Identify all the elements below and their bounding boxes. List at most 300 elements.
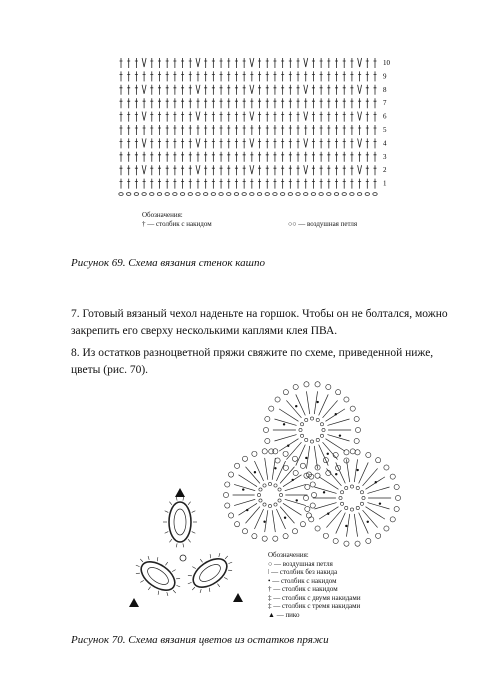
chain-loop xyxy=(188,193,192,196)
stitch-symbol xyxy=(350,112,353,122)
stitch-symbol xyxy=(327,71,330,81)
stitch-symbol xyxy=(358,71,361,81)
stitch-symbol xyxy=(181,125,184,135)
stitch-symbol xyxy=(358,138,362,147)
stitch-symbol xyxy=(289,58,292,68)
picot-loop xyxy=(390,474,395,479)
picot-loop xyxy=(326,384,331,389)
figure70-legend-text-picot: — пико xyxy=(276,610,300,619)
stitch-symbol xyxy=(220,112,223,122)
stitch-symbol xyxy=(135,179,138,189)
figure69-legend-text-ch: — воздушная петля xyxy=(298,220,358,228)
figure69-legend xyxy=(142,211,402,228)
stitch-symbol xyxy=(143,125,146,135)
chart-row-9 xyxy=(120,71,388,81)
figure70-legend-text-dtr: — столбик с тремя накидами xyxy=(273,602,361,610)
picot-loop xyxy=(225,482,230,487)
stitch-symbol xyxy=(181,85,184,95)
picot-loop xyxy=(292,456,297,461)
chain-loop xyxy=(360,502,363,505)
figure70-legend-text-slip: — столбик с накидом xyxy=(272,576,337,585)
stitch-symbol xyxy=(258,58,261,68)
stitch-symbol xyxy=(304,58,308,67)
picot-loop xyxy=(366,538,371,543)
stitch-symbol xyxy=(273,85,276,95)
stitch-symbol xyxy=(358,85,362,94)
picot-loop xyxy=(283,534,288,539)
stitch-symbol xyxy=(158,165,161,175)
stitch-symbol xyxy=(204,138,207,148)
stitch-symbol xyxy=(359,462,369,483)
petal-outline xyxy=(169,502,191,542)
stitch-symbol xyxy=(335,71,338,81)
stitch-symbol xyxy=(289,179,292,189)
stitch-symbol xyxy=(173,85,176,95)
figure70-legend-item-tr xyxy=(268,594,398,603)
picot-loop xyxy=(384,465,389,470)
stitch-symbol xyxy=(243,112,246,122)
stitch-symbol xyxy=(274,435,296,441)
stitch-symbol xyxy=(312,138,315,148)
stitch-symbol xyxy=(212,85,215,95)
picot-loop xyxy=(305,484,310,489)
chain-loop xyxy=(265,193,269,196)
stitch-symbol xyxy=(212,179,215,189)
chart-row-7 xyxy=(120,98,388,108)
stitch-symbol xyxy=(281,58,284,68)
stitch-symbol xyxy=(304,98,307,108)
stitch-symbol xyxy=(343,125,346,135)
stitch-symbol xyxy=(314,503,336,509)
stitch-symbol xyxy=(135,125,138,135)
stitch-symbol xyxy=(189,152,192,162)
picot-loop xyxy=(394,484,399,489)
stitch-symbol xyxy=(220,165,223,175)
stitch-symbol xyxy=(220,179,223,189)
stitch-symbol xyxy=(150,179,153,189)
stitch-symbol xyxy=(243,85,246,95)
stitch-symbol xyxy=(296,394,306,415)
stitch-symbol xyxy=(335,98,338,108)
stitch-symbol xyxy=(254,509,263,529)
stitch-symbol xyxy=(250,152,253,162)
stitch-symbol xyxy=(200,589,201,593)
stitch-symbol xyxy=(181,138,184,148)
stitch-symbol xyxy=(166,98,169,108)
stitch-symbol xyxy=(367,503,389,509)
stitch-symbol xyxy=(204,71,207,81)
chain-loop xyxy=(316,438,319,441)
slip-stitch-dot xyxy=(287,445,289,447)
stitch-symbol xyxy=(343,85,346,95)
stitch-symbol xyxy=(196,165,200,174)
picot-loop xyxy=(376,533,381,538)
stitch-symbol xyxy=(358,152,361,162)
stitch-symbol xyxy=(374,112,377,122)
stitch-symbol xyxy=(296,445,306,466)
stitch-symbol xyxy=(366,125,369,135)
stitch-symbol xyxy=(320,165,323,175)
stitch-symbol xyxy=(143,179,146,189)
chart-row-number: 3 xyxy=(383,152,387,161)
stitch-symbol xyxy=(281,138,284,148)
stitch-symbol xyxy=(304,112,308,121)
stitch-symbol xyxy=(140,559,143,562)
figure69-caption-text: Схема вязания стенок кашпо xyxy=(128,257,265,269)
picot-loop xyxy=(275,397,280,402)
slip-stitch-dot xyxy=(305,457,307,459)
picot-loop xyxy=(242,456,247,461)
stitch-symbol xyxy=(350,138,353,148)
stitch-symbol xyxy=(312,58,315,68)
stitch-symbol xyxy=(258,179,261,189)
stitch-symbol xyxy=(258,138,261,148)
picot-loop xyxy=(394,506,399,511)
stitch-symbol xyxy=(173,98,176,108)
stitch-symbol xyxy=(258,85,261,95)
stitch-symbol xyxy=(266,98,269,108)
stitch-symbol xyxy=(204,58,207,68)
slip-stitch-dot xyxy=(274,467,276,469)
stitch-symbol xyxy=(189,98,192,108)
stitch-symbol xyxy=(235,152,238,162)
stitch-symbol xyxy=(304,179,307,189)
stitch-symbol xyxy=(140,580,143,582)
stitch-symbol xyxy=(220,125,223,135)
stitch-symbol xyxy=(343,152,346,162)
stitch-symbol xyxy=(304,71,307,81)
picot-loop xyxy=(252,451,257,456)
stitch-symbol xyxy=(374,58,377,68)
stitch-symbol xyxy=(135,71,138,81)
stitch-symbol xyxy=(189,112,192,122)
stitch-symbol xyxy=(196,112,200,121)
stitch-symbol xyxy=(148,587,150,590)
treble-crochet-symbol-icon: ‡ xyxy=(268,593,272,602)
stitch-symbol xyxy=(227,98,230,108)
stitch-symbol xyxy=(336,513,346,534)
slip-stitch-dot xyxy=(335,473,337,475)
picot-symbol-icon: ▲ xyxy=(268,610,275,619)
chain-loop xyxy=(373,193,377,196)
chart-row-number: 10 xyxy=(383,59,390,67)
stitch-symbol xyxy=(273,112,276,122)
stitch-symbol xyxy=(165,511,169,513)
stitch-symbol xyxy=(250,98,253,108)
figure70-legend-item-sc xyxy=(268,568,398,577)
chain-loop xyxy=(263,484,266,487)
stitch-symbol xyxy=(289,152,292,162)
stitch-symbol xyxy=(150,152,153,162)
stitch-symbol xyxy=(173,112,176,122)
stitch-symbol xyxy=(374,85,377,95)
chain-loop xyxy=(340,502,343,505)
stitch-symbol xyxy=(273,58,276,68)
stitch-symbol xyxy=(304,165,308,174)
stitch-symbol xyxy=(297,58,300,68)
stitch-symbol xyxy=(374,179,377,189)
figure70-legend-item-slip xyxy=(268,577,398,586)
stitch-symbol xyxy=(281,179,284,189)
stitch-symbol xyxy=(312,112,315,122)
stitch-symbol xyxy=(335,165,338,175)
figure70-legend-text-tr: — столбик с двумя накидами xyxy=(273,593,361,602)
chart-row-number: 1 xyxy=(383,179,387,188)
stitch-symbol xyxy=(336,462,346,483)
stitch-symbol xyxy=(192,587,195,590)
stitch-symbol xyxy=(366,58,369,68)
stitch-symbol xyxy=(243,125,246,135)
chain-loop xyxy=(242,193,246,196)
slip-stitch-dot xyxy=(339,434,341,436)
stitch-symbol xyxy=(158,591,159,595)
picot-loop xyxy=(293,384,298,389)
figure70-legend-item-ch xyxy=(268,560,398,569)
stitch-symbol xyxy=(243,165,246,175)
stitch-symbol xyxy=(367,487,389,493)
chain-loop xyxy=(259,499,262,502)
stitch-symbol xyxy=(142,165,146,174)
stitch-symbol xyxy=(227,85,230,95)
picot-loop xyxy=(234,522,239,527)
stitch-symbol xyxy=(135,112,138,122)
chain-loop xyxy=(340,491,343,494)
stitch-symbol xyxy=(250,112,254,121)
stitch-symbol xyxy=(127,125,130,135)
picot-loop xyxy=(223,492,228,497)
stitch-symbol xyxy=(220,138,223,148)
stitch-symbol xyxy=(312,165,315,175)
petal-inner xyxy=(197,561,224,585)
picot-loop xyxy=(395,495,400,500)
chart-row-8 xyxy=(120,85,388,95)
stitch-symbol xyxy=(120,138,123,148)
chain-loop xyxy=(165,193,169,196)
stitch-symbol xyxy=(320,125,323,135)
stitch-symbol xyxy=(120,112,123,122)
stitch-symbol xyxy=(289,71,292,81)
chain-loop xyxy=(288,193,292,196)
stitch-symbol xyxy=(250,85,254,94)
picot-loop xyxy=(350,406,355,411)
stitch-symbol xyxy=(265,458,268,480)
stitch-symbol xyxy=(176,585,180,587)
picot-triangle-icon xyxy=(129,598,139,607)
stitch-symbol xyxy=(320,112,323,122)
stitch-symbol xyxy=(243,152,246,162)
picot-loop xyxy=(283,451,288,456)
stitch-symbol xyxy=(166,112,169,122)
stitch-symbol xyxy=(306,391,309,414)
picot-loop xyxy=(376,458,381,463)
stitch-symbol xyxy=(297,138,300,148)
figure69-legend-text-dc: — столбик с накидом xyxy=(147,220,212,228)
stitch-symbol xyxy=(135,58,138,68)
stitch-symbol xyxy=(127,98,130,108)
picot-loop xyxy=(315,382,320,387)
stitch-symbol xyxy=(250,138,254,147)
stitch-symbol xyxy=(320,58,323,68)
slip-stitch-dot xyxy=(327,453,329,455)
stitch-symbol xyxy=(273,71,276,81)
chain-loop xyxy=(299,428,302,431)
stitch-symbol xyxy=(297,71,300,81)
stitch-symbol xyxy=(335,138,338,148)
stitch-symbol xyxy=(266,85,269,95)
stitch-symbol xyxy=(189,165,192,175)
chain-loop xyxy=(280,193,284,196)
stitch-symbol xyxy=(343,58,346,68)
petal-inner xyxy=(145,564,172,588)
chart-row-3 xyxy=(120,152,388,162)
stitch-symbol xyxy=(150,98,153,108)
stitch-symbol xyxy=(142,138,146,147)
stitch-symbol xyxy=(120,71,123,81)
stitch-symbol xyxy=(312,85,315,95)
picot-loop xyxy=(292,529,297,534)
stitch-symbol xyxy=(235,85,238,95)
paragraph-step-7: 7. Готовый вязаный чехол наденьте на горшок. Чтобы он не болтался, можно закрепить его сверху несколькими каплями клея ПВА. xyxy=(71,308,448,337)
stitch-symbol xyxy=(350,98,353,108)
picot-loop xyxy=(354,438,359,443)
stitch-symbol xyxy=(374,138,377,148)
stitch-symbol xyxy=(281,71,284,81)
stitch-symbol xyxy=(358,98,361,108)
slip-stitch-symbol-icon: • xyxy=(268,576,271,585)
picot-loop xyxy=(234,463,239,468)
stitch-symbol xyxy=(181,152,184,162)
stitch-symbol xyxy=(212,98,215,108)
stitch-symbol xyxy=(204,165,207,175)
picot-loop xyxy=(293,470,298,475)
chain-loop xyxy=(274,503,277,506)
picot-loop xyxy=(390,517,395,522)
stitch-symbol xyxy=(169,502,171,505)
stitch-symbol xyxy=(320,85,323,95)
picot-loop xyxy=(366,452,371,457)
stitch-symbol xyxy=(350,85,353,95)
stitch-symbol xyxy=(227,125,230,135)
stitch-symbol xyxy=(166,152,169,162)
stitch-symbol xyxy=(374,165,377,175)
chain-loop xyxy=(345,506,348,509)
picot-loop xyxy=(262,449,267,454)
stitch-symbol xyxy=(297,85,300,95)
stitch-symbol xyxy=(173,590,176,593)
stitch-symbol xyxy=(212,71,215,81)
stitch-symbol xyxy=(289,138,292,148)
stitch-symbol xyxy=(166,165,169,175)
stitch-symbol xyxy=(234,499,255,505)
stitch-symbol xyxy=(235,125,238,135)
stitch-symbol xyxy=(273,138,276,148)
stitch-symbol xyxy=(258,71,261,81)
stitch-symbol xyxy=(150,58,153,68)
stitch-symbol xyxy=(220,58,223,68)
stitch-symbol xyxy=(235,112,238,122)
single-crochet-symbol-icon: ǀ xyxy=(268,568,270,576)
stitch-symbol xyxy=(343,112,346,122)
chain-loop xyxy=(278,499,281,502)
stitch-symbol xyxy=(327,125,330,135)
stitch-symbol xyxy=(343,98,346,108)
picot-loop xyxy=(265,416,270,421)
stitch-symbol xyxy=(150,165,153,175)
stitch-symbol xyxy=(196,98,199,108)
stitch-symbol xyxy=(273,152,276,162)
chain-loop xyxy=(259,488,262,491)
stitch-symbol xyxy=(210,554,211,558)
picot-loop xyxy=(350,449,355,454)
picot-loop xyxy=(354,416,359,421)
stitch-symbol xyxy=(220,85,223,95)
stitch-symbol xyxy=(335,112,338,122)
picot-loop xyxy=(269,406,274,411)
picot-loop xyxy=(273,449,278,454)
stitch-symbol xyxy=(158,138,161,148)
chart-row-number: 2 xyxy=(383,166,387,175)
stitch-symbol xyxy=(327,112,330,122)
picot-loop xyxy=(275,458,280,463)
chain-loop xyxy=(211,193,215,196)
stitch-symbol xyxy=(173,179,176,189)
figure70-legend xyxy=(268,551,398,619)
chain-loop xyxy=(279,493,282,496)
stitch-symbol xyxy=(188,539,190,542)
stitch-symbol xyxy=(228,562,232,564)
stitch-symbol xyxy=(343,179,346,189)
stitch-symbol xyxy=(224,577,227,579)
slip-stitch-dot xyxy=(263,521,265,523)
chart-row-6 xyxy=(120,112,388,122)
stitch-symbol xyxy=(266,58,269,68)
slip-stitch-dot xyxy=(375,481,377,483)
picot-loop xyxy=(355,427,360,432)
chain-loop xyxy=(142,193,146,196)
stitch-symbol xyxy=(266,112,269,122)
picot-loop xyxy=(344,541,349,546)
chain-loop xyxy=(345,486,348,489)
stitch-symbol xyxy=(212,112,215,122)
stitch-symbol xyxy=(243,58,246,68)
chain-loop xyxy=(350,485,353,488)
stitch-symbol xyxy=(196,85,200,94)
figure69-legend-item-ch xyxy=(288,220,408,229)
stitch-symbol xyxy=(166,58,169,68)
chain-loop xyxy=(250,193,254,196)
stitch-symbol xyxy=(335,125,338,135)
stitch-symbol xyxy=(304,85,308,94)
stitch-symbol xyxy=(319,394,329,415)
stitch-symbol xyxy=(243,98,246,108)
stitch-symbol xyxy=(234,484,255,490)
stitch-symbol xyxy=(273,179,276,189)
stitch-symbol xyxy=(243,71,246,81)
stitch-symbol xyxy=(350,125,353,135)
picot-loop xyxy=(283,465,288,470)
stitch-symbol xyxy=(181,71,184,81)
stitch-symbol xyxy=(219,553,220,557)
picot-loop xyxy=(263,427,268,432)
stitch-symbol xyxy=(189,125,192,135)
picot-loop xyxy=(273,536,278,541)
stitch-symbol xyxy=(243,138,246,148)
stitch-symbol xyxy=(235,165,238,175)
stitch-symbol xyxy=(312,152,315,162)
stitch-symbol xyxy=(297,125,300,135)
stitch-symbol xyxy=(258,125,261,135)
chain-loop xyxy=(274,484,277,487)
